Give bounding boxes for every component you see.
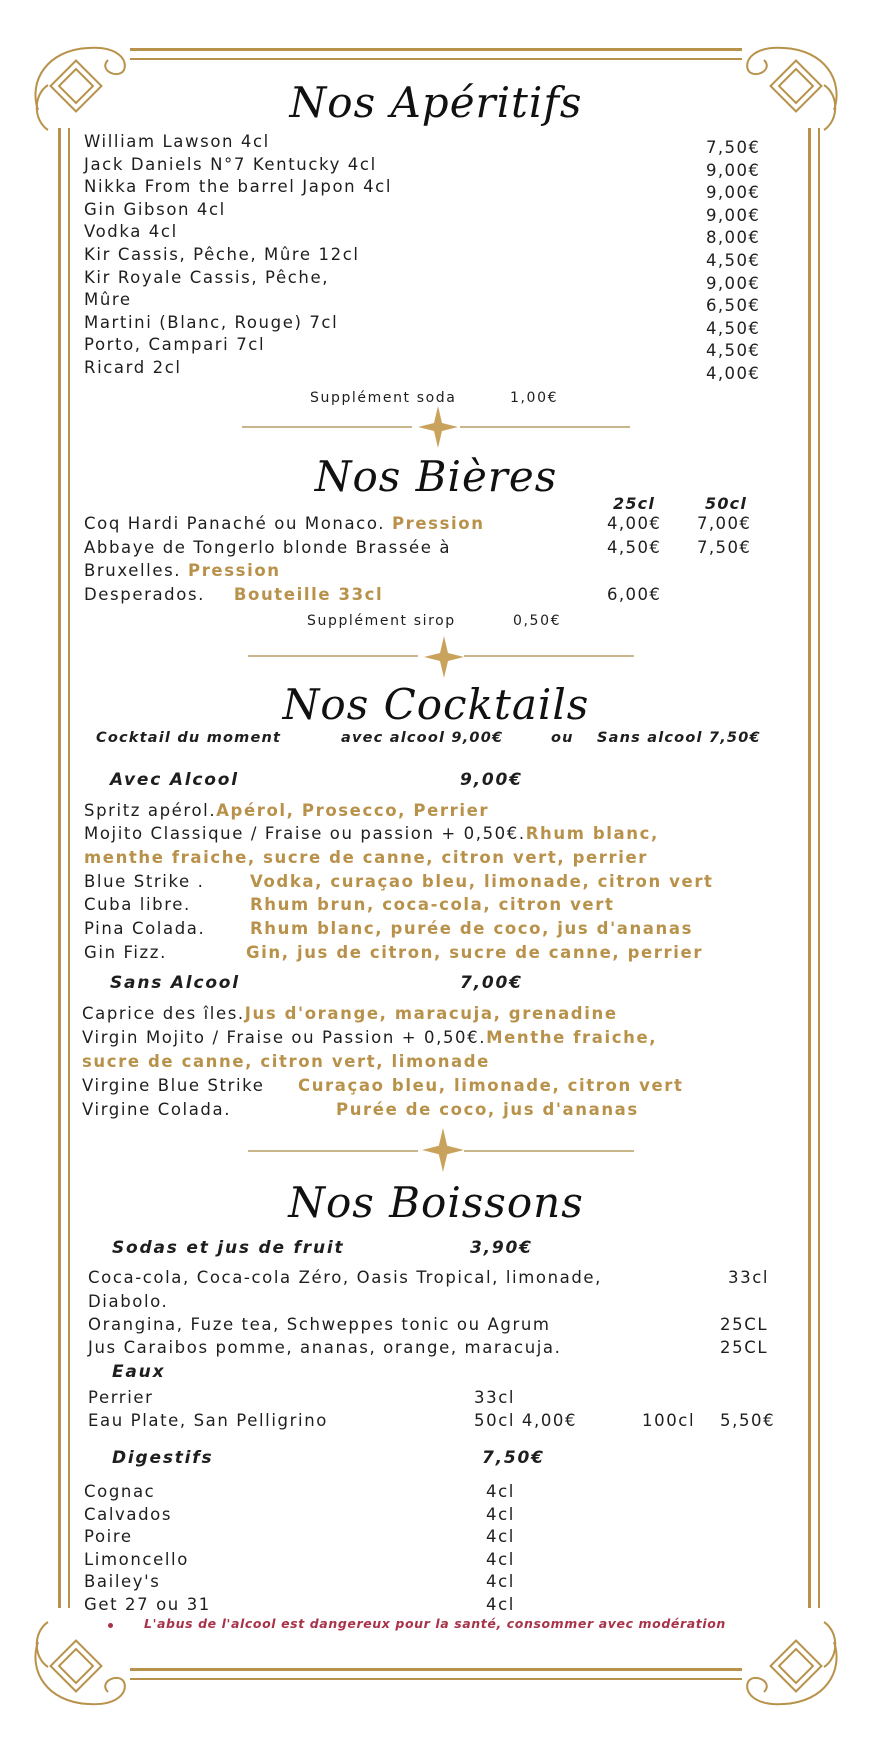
cocktails-title: Nos Cocktails (282, 680, 590, 729)
aperitif-item-name: Vodka 4cl (84, 222, 178, 242)
aperitif-item-price: 4,50€ (706, 341, 761, 361)
section-divider-right (464, 1150, 634, 1152)
frame-right-line-2 (818, 128, 820, 1608)
eau-plate-50cl: 50cl 4,00€ (474, 1411, 578, 1430)
aperitif-item-price: 4,50€ (706, 318, 761, 338)
bieres-title: Nos Bières (314, 452, 558, 501)
aperitif-item-price: 9,00€ (706, 205, 761, 225)
cocktail-row (84, 872, 714, 891)
digestif-name: Bailey's (84, 1572, 161, 1592)
aperitif-supplement-label: Supplément soda (310, 390, 457, 406)
frame-top-line-2 (130, 58, 742, 60)
boissons-title: Nos Boissons (288, 1178, 584, 1227)
soda-item-size: 25CL (720, 1338, 769, 1357)
cocktail-ingredients: Curaçao bleu, limonade, citron vert (298, 1076, 684, 1095)
cocktail-ingredients: Purée de coco, jus d'ananas (336, 1100, 639, 1119)
section-divider-right (464, 655, 634, 657)
biere-type: Pression (188, 561, 281, 580)
cocktail-ingredients: Vodka, curaçao bleu, limonade, citron vert (250, 872, 714, 891)
sodas-price: 3,90€ (470, 1238, 533, 1258)
cocktail-name: Caprice des îles. (82, 1004, 245, 1023)
aperitif-supplement-price: 1,00€ (510, 390, 559, 406)
sparkle-star-icon (424, 636, 464, 678)
cocktail-row (84, 895, 615, 914)
digestif-size: 4cl (486, 1527, 515, 1547)
soda-item-size: 25CL (720, 1315, 769, 1334)
aperitifs-title: Nos Apéritifs (289, 78, 583, 127)
digestifs-label: Digestifs (112, 1448, 214, 1468)
soda-item-name: Jus Caraibos pomme, ananas, orange, maracuja. (88, 1338, 562, 1357)
digestif-name: Get 27 ou 31 (84, 1595, 211, 1614)
frame-left-line (58, 128, 61, 1608)
biere-type: Bouteille 33cl (233, 585, 384, 604)
aperitif-item-price: 8,00€ (706, 228, 761, 248)
cocktail-name: Virgine Blue Strike (82, 1076, 265, 1095)
aperitif-item-price: 4,50€ (706, 251, 761, 270)
aperitif-item-price: 9,00€ (706, 160, 761, 180)
aperitif-item-name: Nikka From the barrel Japon 4cl (84, 177, 393, 197)
biere-row-2: Abbaye de Tongerlo blonde Brassée à (84, 538, 452, 557)
cocktail-ingredients: sucre de canne, citron vert, limonade (82, 1052, 490, 1071)
biere-price-25: 4,50€ (607, 538, 662, 557)
biere-name: Coq Hardi Panaché ou Monaco. (84, 514, 386, 533)
digestif-name: Cognac (84, 1482, 156, 1501)
frame-left-line-2 (68, 128, 70, 1608)
aperitif-item-price: 9,00€ (706, 183, 761, 203)
biere-type: Pression (391, 514, 485, 533)
digestif-name: Calvados (84, 1504, 173, 1524)
alcohol-warning: L'abus de l'alcool est dangereux pour la santé, consommer avec modération (144, 1616, 726, 1631)
digestif-size: 4cl (486, 1504, 515, 1524)
digestif-size: 4cl (486, 1572, 515, 1592)
aperitif-item-price: 9,00€ (706, 273, 761, 293)
sans-alcool-price: 7,00€ (460, 973, 523, 993)
biere-name: Desperados. (84, 585, 205, 604)
cocktail-ingredients: menthe fraiche, sucre de canne, citron vert, perrier (84, 848, 649, 867)
aperitif-item-name: Kir Royale Cassis, Pêche, (84, 267, 330, 287)
cocktail-name: Virgine Colada. (82, 1100, 232, 1119)
biere-price-25: 4,00€ (607, 514, 662, 533)
cocktail-ingredients: Apérol, Prosecco, Perrier (216, 801, 490, 820)
digestif-name: Poire (84, 1527, 133, 1547)
cocktail-row (82, 1004, 618, 1023)
cocktail-row (84, 801, 489, 820)
digestif-size: 4cl (486, 1549, 515, 1569)
perrier-name: Perrier (88, 1388, 154, 1407)
biere-row-2-cont (84, 561, 281, 580)
cocktail-row (84, 919, 694, 938)
soda-item-size: 33cl (728, 1268, 770, 1287)
eau-plate-100cl-price: 5,50€ (720, 1411, 776, 1430)
cocktail-row (82, 1052, 490, 1071)
cocktail-name: Virgin Mojito / Fraise ou Passion + 0,50€. (82, 1028, 487, 1047)
aperitif-item-price: 7,50€ (706, 138, 761, 157)
frame-top-line (130, 48, 742, 51)
aperitif-item-name: William Lawson 4cl (84, 132, 270, 151)
soda-item-name: Orangina, Fuze tea, Schweppes tonic ou Agrum (88, 1315, 551, 1334)
aperitif-item-name: Porto, Campari 7cl (84, 335, 266, 355)
section-divider-left (248, 655, 418, 657)
soda-item-name: Coca-cola, Coca-cola Zéro, Oasis Tropical, limonade, (88, 1268, 603, 1287)
digestifs-price: 7,50€ (482, 1448, 545, 1468)
warning-bullet-icon (108, 1623, 113, 1628)
cocktail-ingredients: Menthe fraiche, (486, 1028, 658, 1047)
sparkle-star-icon (418, 406, 458, 448)
bieres-col-25cl: 25cl (613, 494, 656, 513)
biere-row-1 (84, 514, 485, 533)
frame-right-line (808, 128, 811, 1608)
biere-row-3 (84, 585, 383, 604)
aperitif-item-name: Kir Cassis, Pêche, Mûre 12cl (84, 245, 360, 264)
digestif-name: Limoncello (84, 1549, 189, 1569)
cocktail-name: Blue Strike . (84, 872, 205, 891)
section-divider-right (460, 426, 630, 428)
cocktail-row (84, 943, 704, 962)
eau-plate-name: Eau Plate, San Pelligrino (88, 1411, 328, 1430)
cocktail-moment-avec: avec alcool 9,00€ (341, 730, 504, 746)
biere-price-50: 7,00€ (697, 514, 752, 533)
cocktail-moment-label: Cocktail du moment (96, 730, 282, 746)
biere-name: Bruxelles. (84, 561, 182, 580)
avec-alcool-price: 9,00€ (460, 770, 523, 790)
sodas-label: Sodas et jus de fruit (112, 1238, 345, 1258)
digestif-size: 4cl (486, 1595, 515, 1614)
bieres-supplement-price: 0,50€ (513, 613, 562, 629)
aperitif-item-name: Jack Daniels N°7 Kentucky 4cl (84, 154, 377, 174)
cocktail-ingredients: Jus d'orange, maracuja, grenadine (244, 1004, 618, 1023)
cocktail-name: Pina Colada. (84, 919, 206, 938)
cocktail-name: Cuba libre. (84, 895, 191, 914)
aperitif-item-price: 6,50€ (706, 296, 761, 316)
cocktail-row (82, 1100, 639, 1119)
bieres-supplement-label: Supplément sirop (307, 613, 456, 629)
cocktail-row (84, 824, 659, 843)
eau-plate-100cl: 100cl (642, 1411, 696, 1430)
cocktail-moment-ou: ou (551, 730, 574, 746)
aperitif-item-name: Gin Gibson 4cl (84, 199, 226, 219)
frame-bottom-line (130, 1668, 742, 1671)
corner-ornament-bottom-right (734, 1612, 844, 1712)
sans-alcool-label: Sans Alcool (110, 973, 240, 993)
section-divider-left (248, 1150, 418, 1152)
cocktail-moment-sans: Sans alcool 7,50€ (597, 730, 761, 746)
cocktail-name: Mojito Classique / Fraise ou passion + 0,50€. (84, 824, 526, 843)
cocktail-row (82, 1028, 657, 1047)
cocktail-ingredients: Rhum blanc, (525, 824, 659, 843)
cocktail-name: Spritz apérol. (84, 801, 217, 820)
aperitif-item-price: 4,00€ (706, 364, 761, 383)
biere-price-50: 7,50€ (697, 538, 752, 557)
avec-alcool-label: Avec Alcool (110, 770, 239, 790)
cocktail-row (84, 848, 648, 867)
cocktail-row (82, 1076, 684, 1095)
sparkle-star-icon (420, 1128, 466, 1172)
cocktail-ingredients: Rhum blanc, purée de coco, jus d'ananas (250, 919, 694, 938)
cocktail-name: Gin Fizz. (84, 943, 167, 962)
bieres-col-50cl: 50cl (705, 494, 748, 513)
cocktail-ingredients: Gin, jus de citron, sucre de canne, perrier (246, 943, 704, 962)
aperitif-item-name: Mûre (84, 290, 132, 310)
eaux-label: Eaux (112, 1362, 166, 1382)
corner-ornament-bottom-left (28, 1612, 138, 1712)
cocktail-ingredients: Rhum brun, coca-cola, citron vert (250, 895, 615, 914)
aperitif-item-name: Ricard 2cl (84, 358, 182, 377)
perrier-size: 33cl (474, 1388, 516, 1407)
soda-item-name: Diabolo. (88, 1292, 169, 1311)
digestif-size: 4cl (486, 1482, 515, 1501)
biere-price-25: 6,00€ (607, 585, 662, 604)
section-divider-left (242, 426, 412, 428)
aperitif-item-name: Martini (Blanc, Rouge) 7cl (84, 312, 339, 332)
frame-bottom-line-2 (130, 1678, 742, 1680)
